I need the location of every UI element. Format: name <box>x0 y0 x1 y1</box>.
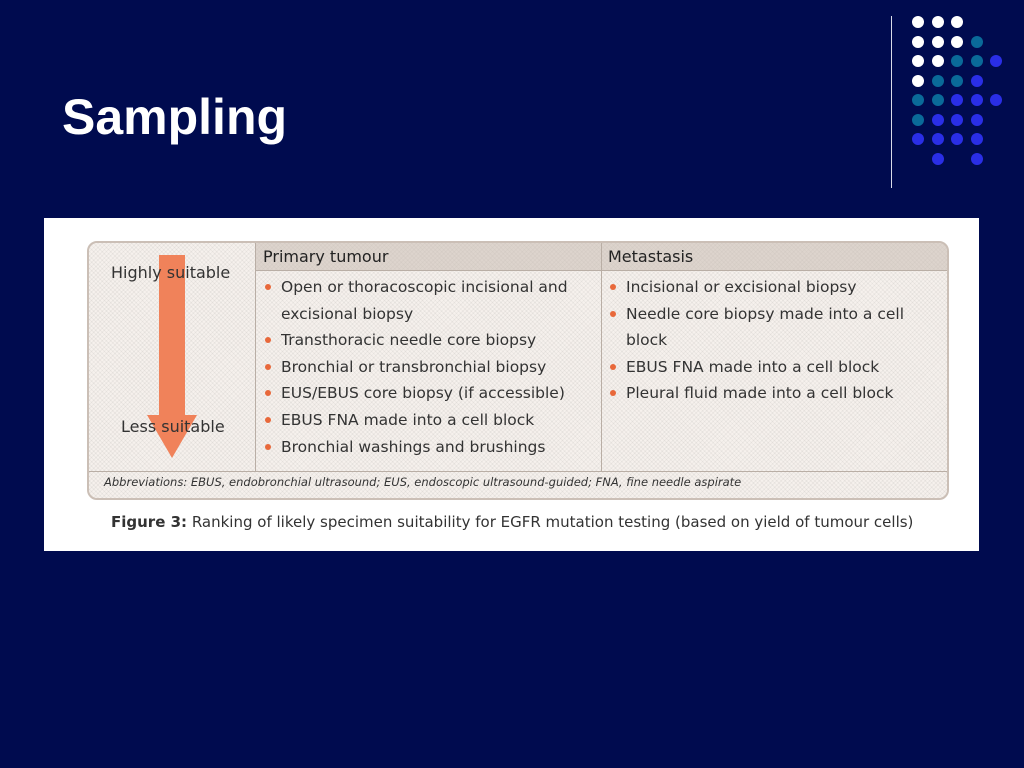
highly-suitable-label: Highly suitable <box>111 263 231 282</box>
metastasis-list <box>607 274 942 407</box>
decorative-dot <box>971 133 983 145</box>
decorative-dot <box>932 94 944 106</box>
decorative-dot <box>932 36 944 48</box>
decorative-dot <box>971 114 983 126</box>
suitability-table <box>87 241 949 500</box>
footer-divider <box>89 471 947 472</box>
list-item: Pleural fluid made into a cell block <box>607 380 942 407</box>
decorative-dot <box>951 16 963 28</box>
primary-tumour-list <box>262 274 597 460</box>
decorative-dot <box>951 75 963 87</box>
list-item: Bronchial washings and brushings <box>262 434 597 461</box>
decorative-dot <box>990 94 1002 106</box>
list-item: Open or thoracoscopic incisional and excisional biopsy <box>262 274 597 327</box>
decorative-dot <box>951 133 963 145</box>
decorative-dot <box>912 36 924 48</box>
decorative-dot <box>951 55 963 67</box>
primary-tumour-header: Primary tumour <box>256 243 601 270</box>
header-divider <box>256 270 947 271</box>
decorative-dot <box>932 114 944 126</box>
list-item: Transthoracic needle core biopsy <box>262 327 597 354</box>
decorative-divider-line <box>891 16 892 188</box>
decorative-dot <box>932 16 944 28</box>
less-suitable-label: Less suitable <box>121 417 225 436</box>
decorative-dot <box>951 36 963 48</box>
decorative-dot <box>912 75 924 87</box>
decorative-dot <box>971 36 983 48</box>
list-item: EBUS FNA made into a cell block <box>262 407 597 434</box>
decorative-dot <box>971 153 983 165</box>
decorative-dot <box>912 133 924 145</box>
decorative-dot <box>912 55 924 67</box>
slide-title: Sampling <box>62 89 288 145</box>
decorative-dot <box>932 133 944 145</box>
caption-text: Ranking of likely specimen suitability for EGFR mutation testing (based on yield of tumour cells) <box>191 513 914 531</box>
decorative-dot <box>912 16 924 28</box>
abbreviations-note: Abbreviations: EBUS, endobronchial ultrasound; EUS, endoscopic ultrasound-guided; FNA, fine needle aspirate <box>104 475 742 489</box>
list-item: Needle core biopsy made into a cell block <box>607 301 942 354</box>
decorative-dot <box>932 75 944 87</box>
figure-caption <box>111 513 913 531</box>
metastasis-header: Metastasis <box>601 243 947 270</box>
decorative-dot <box>971 75 983 87</box>
decorative-dot <box>951 114 963 126</box>
decorative-dot <box>912 94 924 106</box>
column-divider <box>601 243 602 471</box>
decorative-dot <box>932 55 944 67</box>
list-item: Bronchial or transbronchial biopsy <box>262 354 597 381</box>
figure-image <box>44 218 979 551</box>
list-item: Incisional or excisional biopsy <box>607 274 942 301</box>
column-divider <box>255 243 256 471</box>
caption-label: Figure 3: <box>111 513 188 531</box>
list-item: EUS/EBUS core biopsy (if accessible) <box>262 380 597 407</box>
decorative-dot <box>932 153 944 165</box>
decorative-dot <box>971 94 983 106</box>
decorative-dot <box>971 55 983 67</box>
list-item: EBUS FNA made into a cell block <box>607 354 942 381</box>
decorative-dot <box>912 114 924 126</box>
decorative-dot <box>990 55 1002 67</box>
decorative-dot <box>951 94 963 106</box>
